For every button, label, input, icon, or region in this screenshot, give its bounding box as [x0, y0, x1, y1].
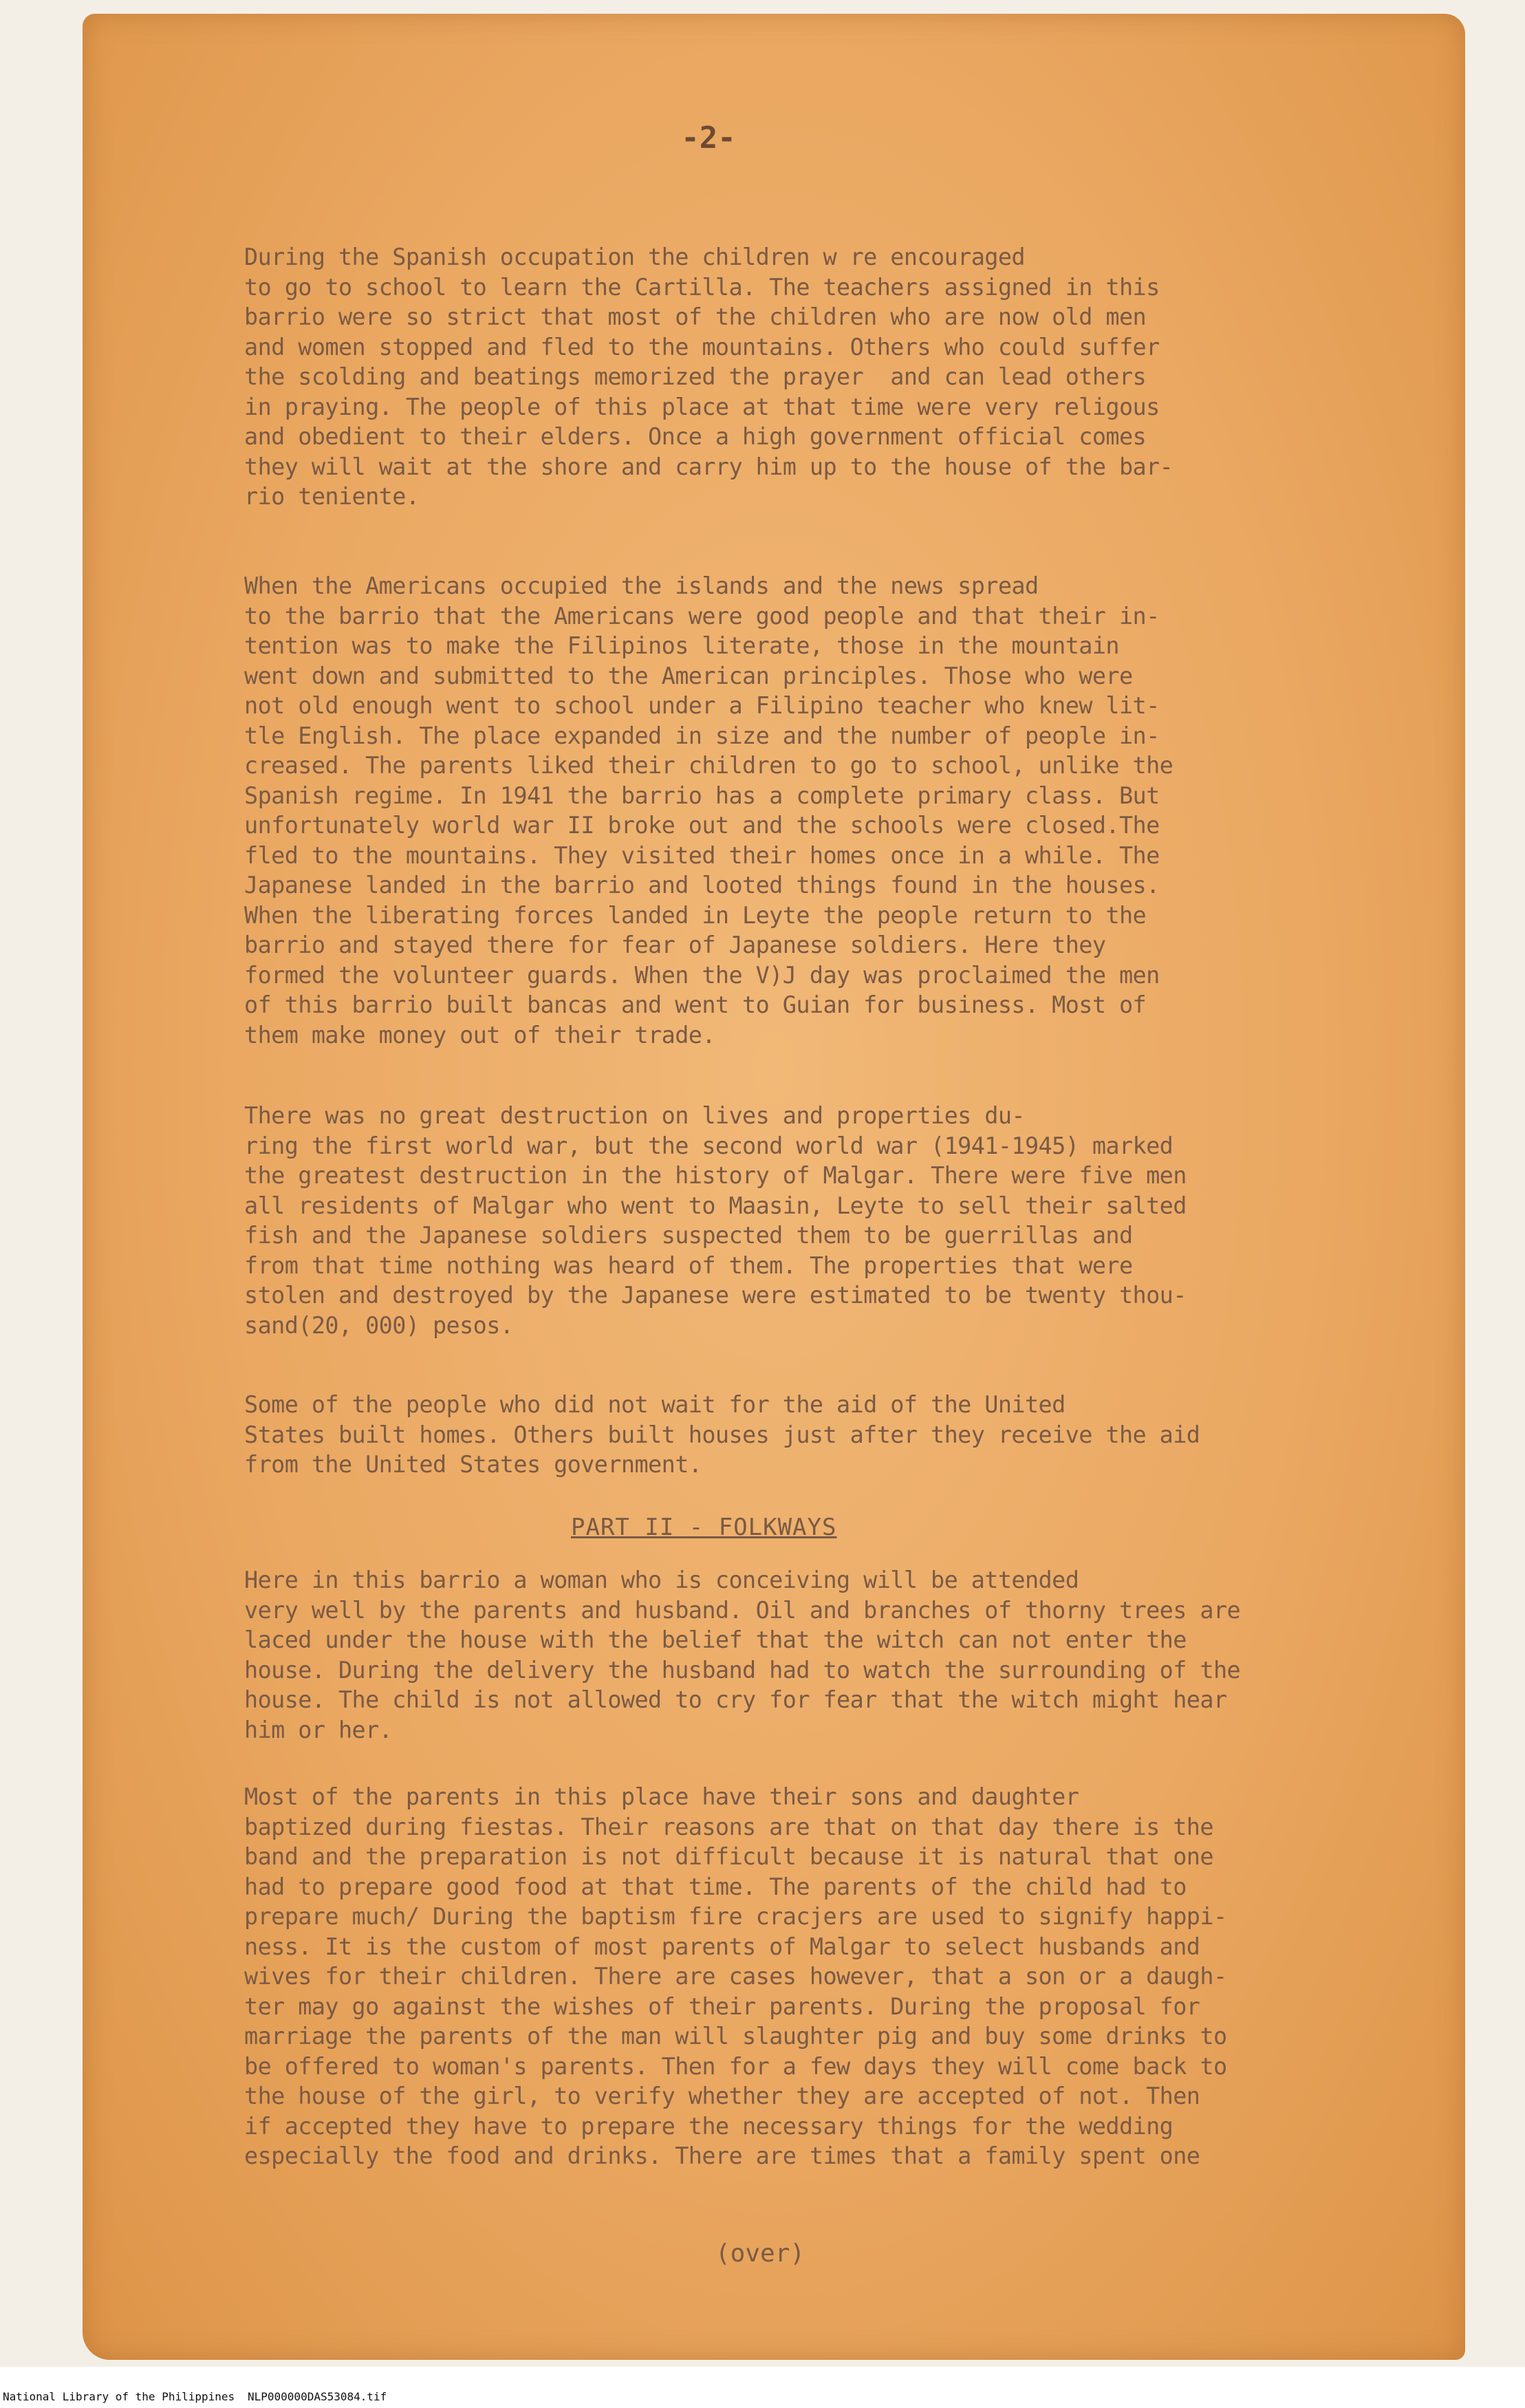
section-heading: PART II - FOLKWAYS	[571, 1514, 837, 1541]
paragraph-american-occupation: When the Americans occupied the islands and the news spread to the barrio that the Americans were good people and that their in- tention was to make the Filipinos literate, those in the mountain went down and submitted to the American principles. Those who were not old enough went to school under a Filipino teacher who knew lit- tle English. The place expanded in size and the number of people in- creased. The parents liked their children to go to school, unlike the Spanish regime. In 1941 the barrio has a complete primary class. But unfortunately world war II broke out and the schools were closed.The fled to the mountains. They visited their homes once in a while. The Japanese landed in the barrio and looted things found in the houses. When the liberating forces landed in Leyte the people return to the barrio and stayed there for fear of Japanese soldiers. Here they formed the volunteer guards. When the V)J day was proclaimed the men of this barrio built bancas and went to Guian for business. Most of them make money out of their trade.	[244, 572, 1174, 1049]
paragraph-rebuilding: Some of the people who did not wait for the aid of the United States built homes. Others built houses just after they receive the aid from the United States government.	[244, 1391, 1200, 1478]
continuation-note: (over)	[715, 2239, 805, 2268]
footer-file-name: NLP000000DAS53084.tif	[248, 2390, 387, 2403]
paragraph-conceiving-customs: Here in this barrio a woman who is conceiving will be attended very well by the parents and husband. Oil and branches of thorny trees are laced under the house with the belief that the witch can not enter the house. During the delivery the husband had to watch the surrounding of the house. The child is not allowed to cry for fear that the witch might hear him or her.	[244, 1567, 1241, 1743]
paragraph-baptism-marriage: Most of the parents in this place have their sons and daughter baptized during fiestas. Their reasons are that on that day there is the band and the preparation is not difficult because it is natural that one had to prepare good food at that time. The parents of the child had to prepare much/ During the baptism fire cracjers are used to signify happi- ness. It is the custom of most parents of Malgar to select husbands and wives for their children. There are cases however, that a son or a daugh- ter may go against the wishes of their parents. During the proposal for marriage the parents of the man will slaughter pig and buy some drinks to be offered to woman's parents. Then for a few days they will come back to the house of the girl, to verify whether they are accepted of not. Then if accepted they have to prepare the necessary things for the wedding especially the food and drinks. There are times that a family spent one	[244, 1783, 1227, 2169]
scan-footer	[0, 2367, 1525, 2408]
paragraph-spanish-occupation: During the Spanish occupation the children w re encouraged to go to school to learn the Cartilla. The teachers assigned in this barrio were so strict that most of the children who are now old men and women stopped and fled to the mountains. Others who could suffer the scolding and beatings memorized the prayer and can lead others in praying. The people of this place at that time were very religous and obedient to their elders. Once a high government official comes they will wait at the shore and carry him up to the house of the bar- rio teniente.	[244, 244, 1174, 510]
paragraph-war-destruction: There was no great destruction on lives and properties du- ring the first world war, but the second world war (1941-1945) marked the greatest destruction in the history of Malgar. There were five men all residents of Malgar who went to Maasin, Leyte to sell their salted fish and the Japanese soldiers suspected them to be guerrillas and from that time nothing was heard of them. The properties that were stolen and destroyed by the Japanese were estimated to be twenty thou- sand(20, 000) pesos.	[244, 1102, 1187, 1339]
footer-library-name: National Library of the Philippines	[3, 2390, 235, 2403]
page-number: -2-	[681, 120, 736, 155]
